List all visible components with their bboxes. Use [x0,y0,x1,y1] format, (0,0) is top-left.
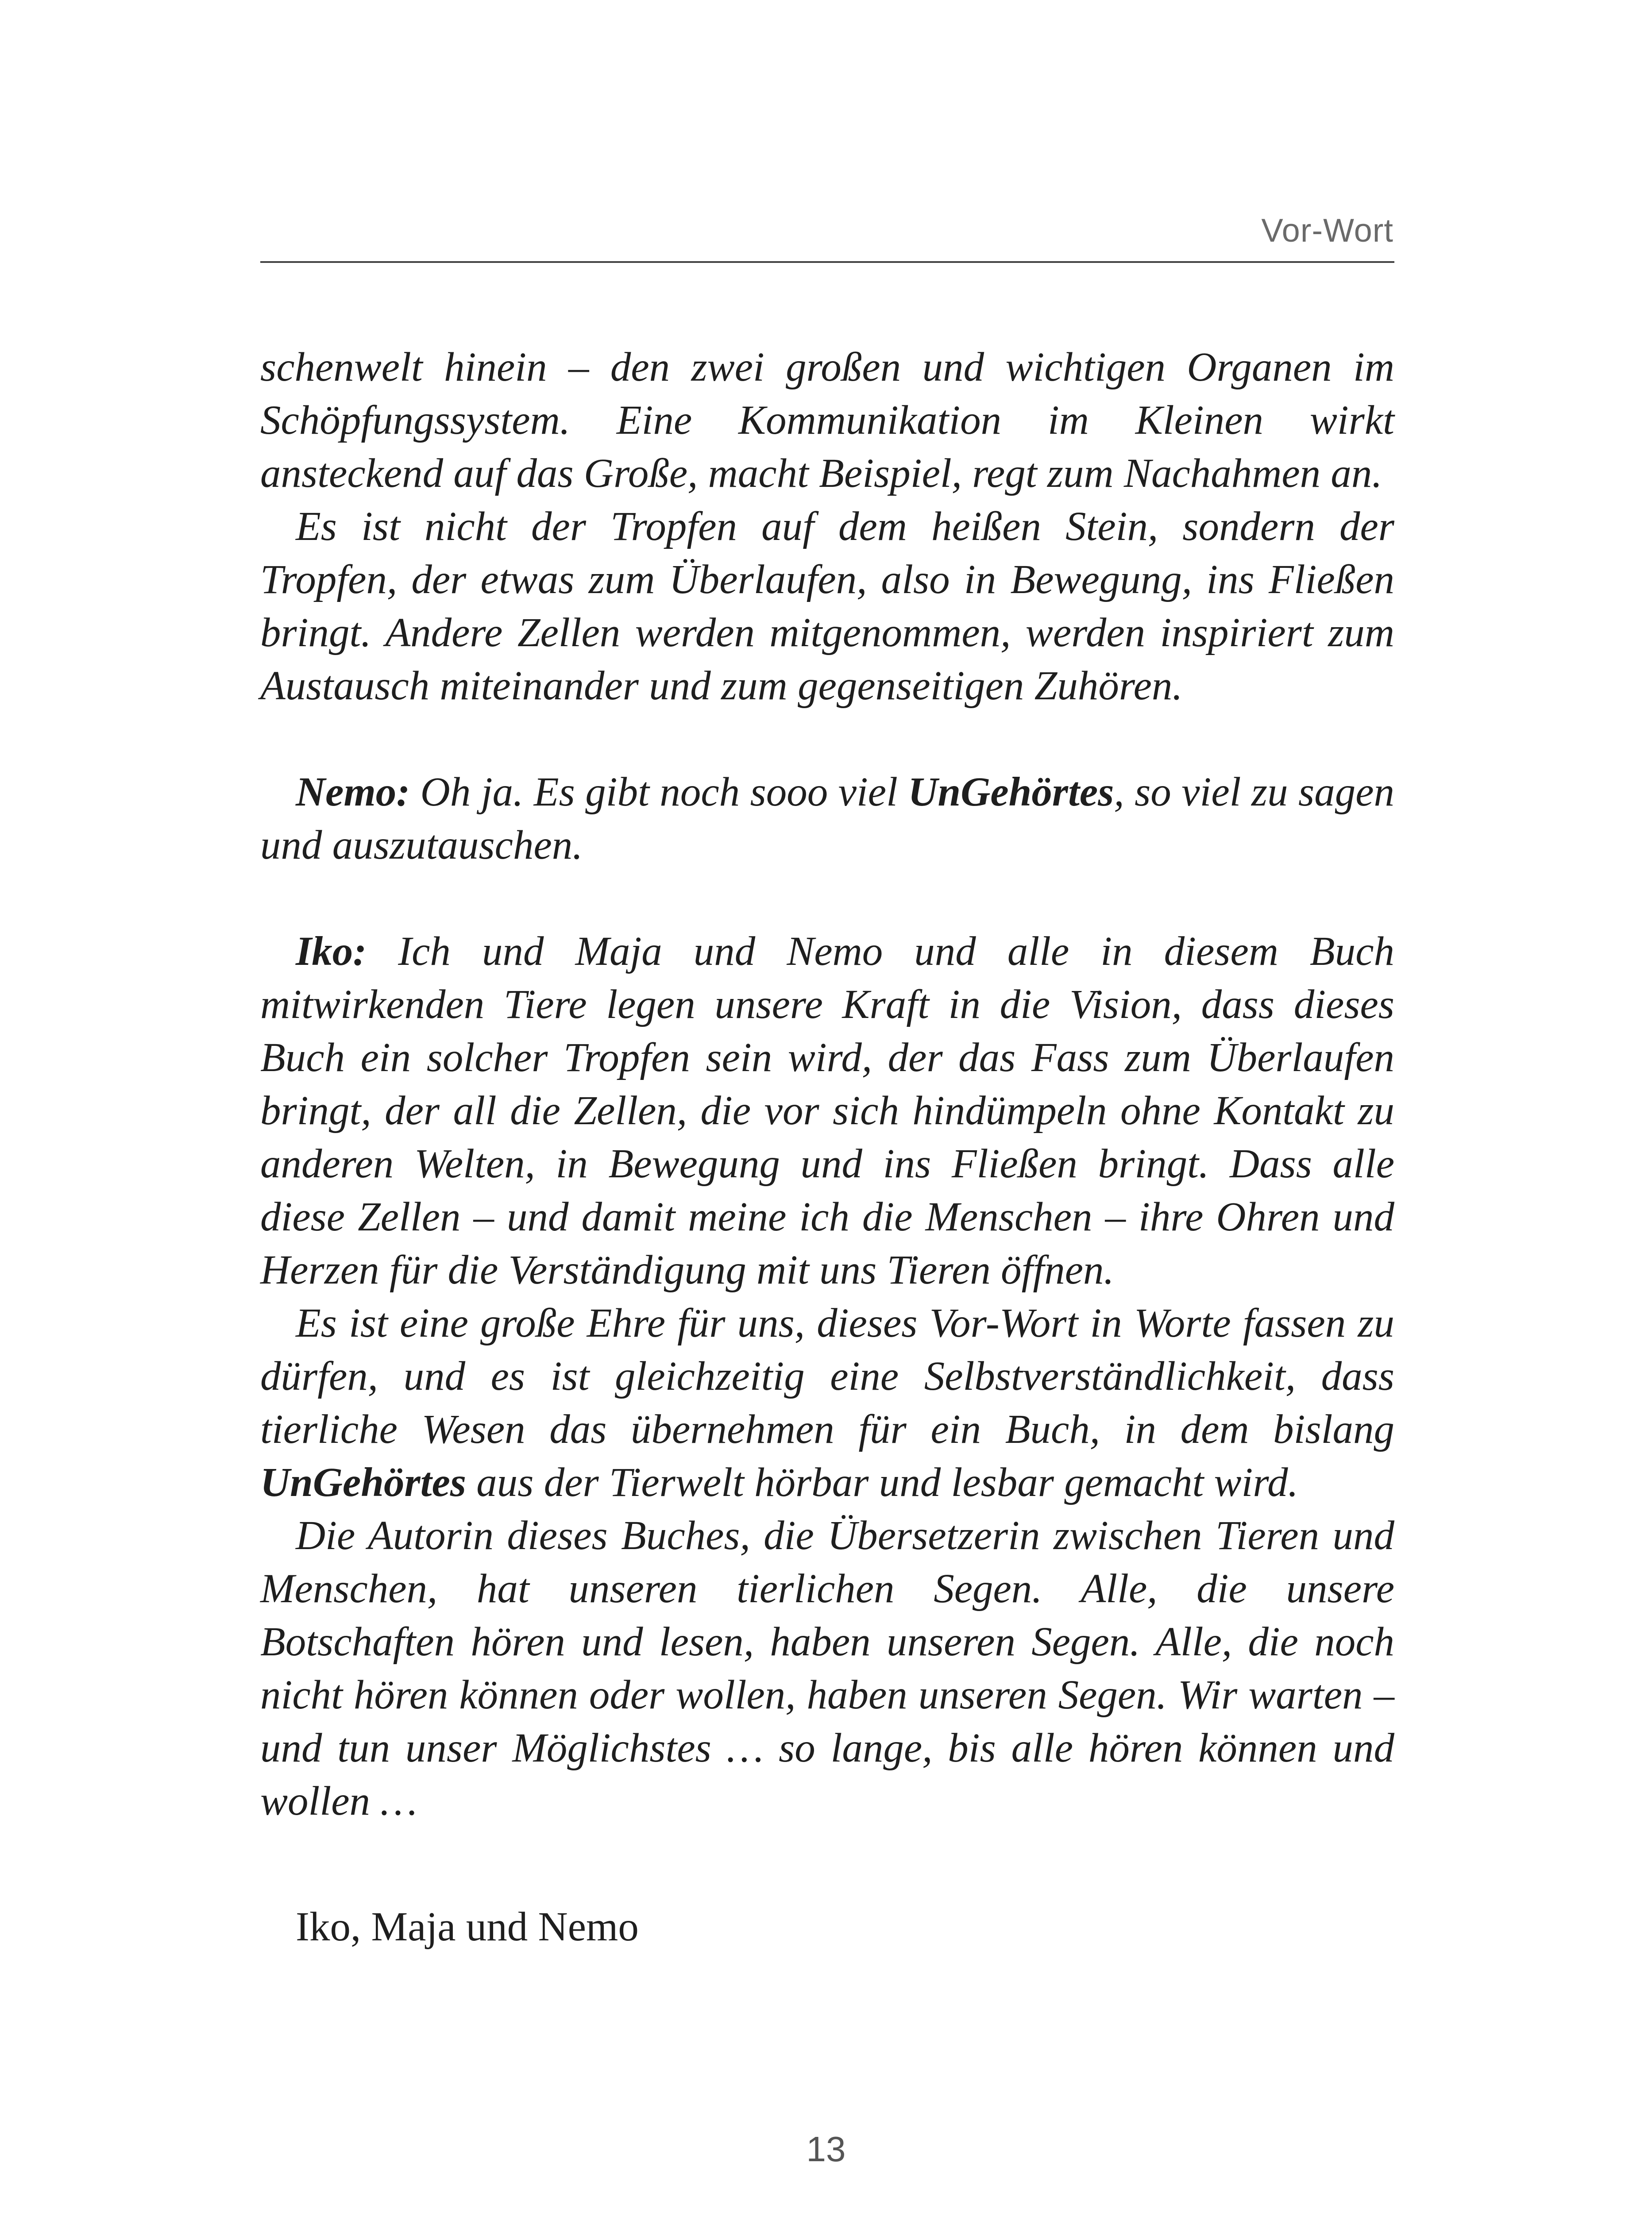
paragraph-iko [260,925,1394,1297]
body-text [260,341,1394,1828]
emphasis-ungehoertes: UnGehörtes [260,1460,467,1505]
ehre-text-start: Es ist eine große Ehre für uns, dieses Vor-Wort in Worte fassen zu dürfen, und es ist gleichzeitig eine Selbstverständlichkeit, dass tierliche Wesen das übernehmen für ein Buch, in dem bislang [260,1300,1394,1452]
signature: Iko, Maja und Nemo [296,1904,639,1950]
emphasis-ungehoertes: UnGehörtes [908,769,1114,815]
speaker-nemo: Nemo: [296,769,410,815]
speaker-iko: Iko: [296,929,367,974]
nemo-text-start: Oh ja. Es gibt noch sooo viel [410,769,908,815]
nemo-text-end: , so viel zu sagen und auszutauschen. [260,769,1394,868]
paragraph-continuation: schenwelt hinein – den zwei großen und wichtigen Organen im Schöpfungssystem. Eine Kommunikation im Kleinen wirkt ansteckend auf das Große, macht Beispiel, regt zum Nachahmen an. [260,344,1394,496]
ehre-text-end: aus der Tierwelt hörbar und lesbar gemacht wird. [466,1460,1298,1505]
iko-text: Ich und Maja und Nemo und alle in diesem Buch mitwirkenden Tiere legen unsere Kraft in die Vision, dass dieses Buch ein solcher Tropfen sein wird, der das Fass zum Überlaufen bringt, der all die Zellen, die vor sich hindümpeln ohne Kontakt zu anderen Welten, in Bewegung und ins Fließen bringt. Dass alle diese Zellen – und damit meine ich die Menschen – ihre Ohren und Herzen für die Verständigung mit uns Tieren öffnen. [260,929,1394,1293]
header-rule [260,261,1394,263]
paragraph-tropfen: Es ist nicht der Tropfen auf dem heißen Stein, sondern der Tropfen, der etwas zum Überlaufen, also in Bewegung, ins Fließen bringt. Andere Zellen werden mitgenommen, werden inspiriert zum Austausch miteinander und zum gegenseitigen Zuhören. [260,504,1394,709]
running-header-title: Vor-Wort [1261,212,1393,249]
paragraph-ehre [260,1297,1394,1509]
paragraph-autorin: Die Autorin dieses Buches, die Übersetzerin zwischen Tieren und Menschen, hat unseren tierlichen Segen. Alle, die unsere Botschaften hören und lesen, haben unseren Segen. Alle, die noch nicht hören können oder wollen, haben unseren Segen. Wir warten – und tun unser Möglichstes … so lange, bis alle hören können und wollen … [260,1513,1394,1824]
paragraph-nemo [260,766,1394,872]
page-number: 13 [806,2129,846,2169]
